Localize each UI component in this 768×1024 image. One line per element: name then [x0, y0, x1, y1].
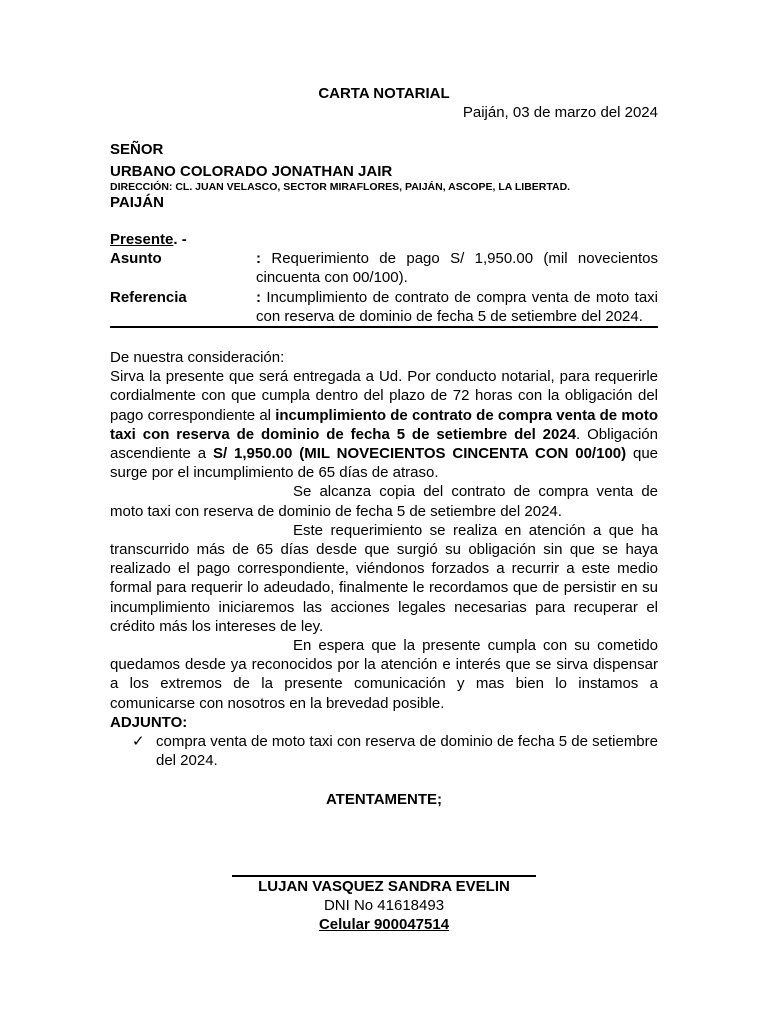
presente-label: Presente: [110, 231, 174, 249]
check-icon: ✓: [132, 733, 145, 751]
paragraph-3: Este requerimiento se realiza en atención a que ha transcurrido más de 65 días desde que surgió su obligación sin que se haya realizado el pago correspondiente, viéndonos forzados a recurrir a este medio formal para requerir lo adeudado, finalmente le recordamos que de persistir en su incumplimiento iniciaremos las acciones legales necesarias para recuperar el crédito más los intereses de ley.: [110, 521, 658, 635]
signer-dni: DNI No 41618493: [323, 896, 445, 914]
asunto-colon: :: [256, 250, 261, 268]
p1-text-c: . Obligación ascendiente a: [110, 425, 658, 463]
asunto-text: Requerimiento de pago S/ 1,950.00 (mil novecientos cincuenta con 00/100).: [256, 250, 658, 287]
paragraph-2: Se alcanza copia del contrato de compra venta de moto taxi con reserva de dominio de fecha 5 de setiembre del 2024.: [110, 483, 658, 520]
asunto-label: Asunto: [110, 250, 162, 268]
p1-text-a: Sirva la presente que será entregada a Ud. Por conducto notarial, para requerirle cordialmente con que cumpla dentro del plazo de 72 horas con la obligación del pago correspondiente al: [110, 368, 658, 424]
adjunto-label: ADJUNTO:: [110, 713, 188, 731]
referencia-label: Referencia: [110, 288, 187, 306]
referencia-text: Incumplimiento de contrato de compra venta de moto taxi con reserva de dominio de fecha 5 de setiembre del 2024.: [256, 288, 658, 325]
p1-text-e: que surge por el incumplimiento de 65 días de atraso.: [110, 445, 659, 482]
paragraph-1: [110, 367, 658, 482]
recipient-salutation: SEÑOR: [110, 141, 164, 159]
paragraph-4: En espera que la presente cumpla con su cometido quedamos desde ya reconocidos por la atención e interés que se sirva dispensar a los extremos de la presente comunicación y mas bien lo instamos a comunicarse con nosotros en la brevedad posible.: [110, 637, 658, 712]
referencia-row: [110, 288, 658, 328]
referencia-colon: :: [256, 288, 261, 306]
signer-phone: Celular 900047514: [318, 916, 450, 934]
adjunto-item-text: compra venta de moto taxi con reserva de dominio de fecha 5 de setiembre del 2024.: [156, 733, 658, 770]
place-date: Paiján, 03 de marzo del 2024: [462, 104, 658, 122]
closing: ATENTAMENTE;: [325, 790, 443, 808]
letter-title: CARTA NOTARIAL: [318, 85, 450, 102]
letter-page: [110, 84, 658, 934]
presente-suffix: . -: [173, 231, 187, 249]
p1-bold-contract: incumplimiento de contrato de compra venta de moto taxi con reserva de dominio de fecha 5 de setiembre del 2024: [110, 406, 658, 443]
recipient-city: PAIJÁN: [110, 193, 164, 211]
asunto-row: [110, 249, 658, 287]
adjunto-item: [110, 732, 658, 770]
presente-line: [110, 230, 658, 249]
signer-name: LUJAN VASQUEZ SANDRA EVELIN: [258, 877, 510, 895]
recipient-address: DIRECCIÓN: CL. JUAN VELASCO, SECTOR MIRAFLORES, PAIJÁN, ASCOPE, LA LIBERTAD.: [110, 180, 571, 193]
p1-bold-amount: S/ 1,950.00 (MIL NOVECIENTOS CINCENTA CON 00/100): [212, 445, 627, 463]
recipient-name: URBANO COLORADO JONATHAN JAIR: [110, 162, 393, 180]
greeting: De nuestra consideración:: [110, 349, 285, 367]
